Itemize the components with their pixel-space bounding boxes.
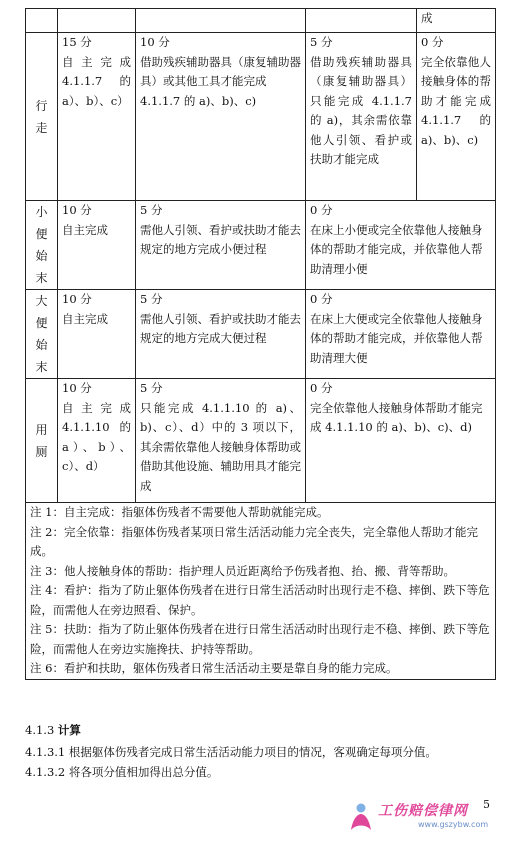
person-logo-icon <box>348 802 374 832</box>
table-cell <box>306 9 417 33</box>
table-cell <box>58 201 136 290</box>
table-row <box>26 33 496 201</box>
table-cell <box>58 9 136 33</box>
note-5: 注 5：扶助：指为了防止躯体伤残者在进行日常生活活动时出现行走不稳、摔倒、跌下等危险，而需他人在旁边实施搀扶、护持等帮助。 <box>30 622 490 656</box>
row-label-text: 用 厕 <box>35 422 48 459</box>
page-number: 5 <box>483 798 490 811</box>
table-cell <box>136 9 306 33</box>
row-label-defecation <box>26 290 58 379</box>
table-row <box>26 379 496 503</box>
row-label-toilet <box>26 379 58 503</box>
cell-text: 5 分 借助残疾辅助器具（康复辅助器具）只能完成 4.1.1.7 的 a)，其余需依靠他人引领、看护或扶助才能完成 <box>310 35 412 166</box>
section-number: 4.1.3 <box>25 723 55 737</box>
note-1: 注 1：自主完成：指躯体伤残者不需要他人帮助就能完成。 <box>30 505 329 519</box>
notes-row <box>26 503 496 680</box>
watermark-url: www.gszybw.com <box>418 820 489 829</box>
cell-text: 0 分 在床上小便或完全依靠他人接触身体的帮助才能完成，并依靠他人帮助清理小便 <box>310 203 483 276</box>
assessment-table <box>25 8 496 680</box>
table-cell <box>306 379 496 503</box>
note-6: 注 6：看护和扶助，躯体伤残者日常生活活动主要是靠自身的能力完成。 <box>30 661 398 675</box>
cell-text: 15 分 自主完成 4.1.1.7 的 a）、b）、c） <box>62 35 131 108</box>
section-item-2: 4.1.3.2 将各项分值相加得出总分值。 <box>25 765 219 779</box>
row-label-urination <box>26 201 58 290</box>
cell-text: 5 分 需他人引领、看护或扶助才能去规定的地方完成大便过程 <box>140 292 301 345</box>
cell-text: 5 分 只能完成 4.1.1.10 的 a)、b)、c）、d）中的 3 项以下，其余需依靠他人接触身体帮助或借助其他设施、辅助用具才能完成 <box>140 381 301 493</box>
table-cell <box>306 201 496 290</box>
table-row <box>26 9 496 33</box>
table-row <box>26 201 496 290</box>
watermark <box>348 800 518 840</box>
table-cell <box>58 290 136 379</box>
table-cell <box>417 33 496 201</box>
table-cell <box>136 33 306 201</box>
section-title: 计算 <box>57 723 81 737</box>
table-row <box>26 290 496 379</box>
notes-cell <box>26 503 496 680</box>
table-cell <box>417 9 496 33</box>
note-3: 注 3：他人接触身体的帮助：指护理人员近距离给予伤残者抱、抬、搬、背等帮助。 <box>30 563 455 578</box>
cell-text: 10 分 自主完成 4.1.1.10 的 a）、b）、c）、d） <box>62 381 131 473</box>
table-cell <box>26 9 58 33</box>
cell-text: 0 分 完全依靠他人接触身体帮助才能完成 4.1.1.10 的 a)、b)、c)、d) <box>310 381 483 434</box>
section-heading <box>25 721 81 739</box>
note-2: 注 2：完全依靠：指躯体伤残者某项日常生活活动能力完全丧失，完全靠他人帮助才能完成。 <box>30 524 478 558</box>
table-cell <box>136 201 306 290</box>
table-cell <box>136 290 306 379</box>
table-cell <box>306 290 496 379</box>
note-4: 注 4：看护：指为了防止躯体伤残者在进行日常生活活动时出现行走不稳、摔倒、跌下等危险，而需他人在旁边照看、保护。 <box>30 583 490 617</box>
row-label-text: 小 便 始 末 <box>35 205 48 285</box>
watermark-title: 工伤赔偿律网 <box>378 803 468 819</box>
table-cell <box>58 379 136 503</box>
cell-text: 10 分 自主完成 <box>62 292 108 326</box>
cell-text: 10 分 自主完成 <box>62 203 108 237</box>
row-label-text: 大 便 始 末 <box>35 294 48 374</box>
cell-text: 0 分 在床上大便或完全依靠他人接触身体的帮助才能完成，并依靠他人帮助清理大便 <box>310 292 483 365</box>
table-cell <box>306 33 417 201</box>
cell-text: 0 分 完全依靠他人接触身体的帮助才能完成 4.1.1.7 的 a)、b)、c) <box>421 35 491 147</box>
table-cell <box>58 33 136 201</box>
row-label-text: 行 走 <box>35 98 48 135</box>
section-item-1: 4.1.3.1 根据躯体伤残者完成日常生活活动能力项目的情况，客观确定每项分值。 <box>25 745 437 759</box>
cell-text: 成 <box>421 11 433 25</box>
row-label-walking <box>26 33 58 201</box>
table-cell <box>136 379 306 503</box>
cell-text: 10 分 借助残疾辅助器具（康复辅助器具）或其他工具才能完成 4.1.1.7 的 a)、b)、c) <box>140 35 301 108</box>
cell-text: 5 分 需他人引领、看护或扶助才能去规定的地方完成小便过程 <box>140 203 301 256</box>
